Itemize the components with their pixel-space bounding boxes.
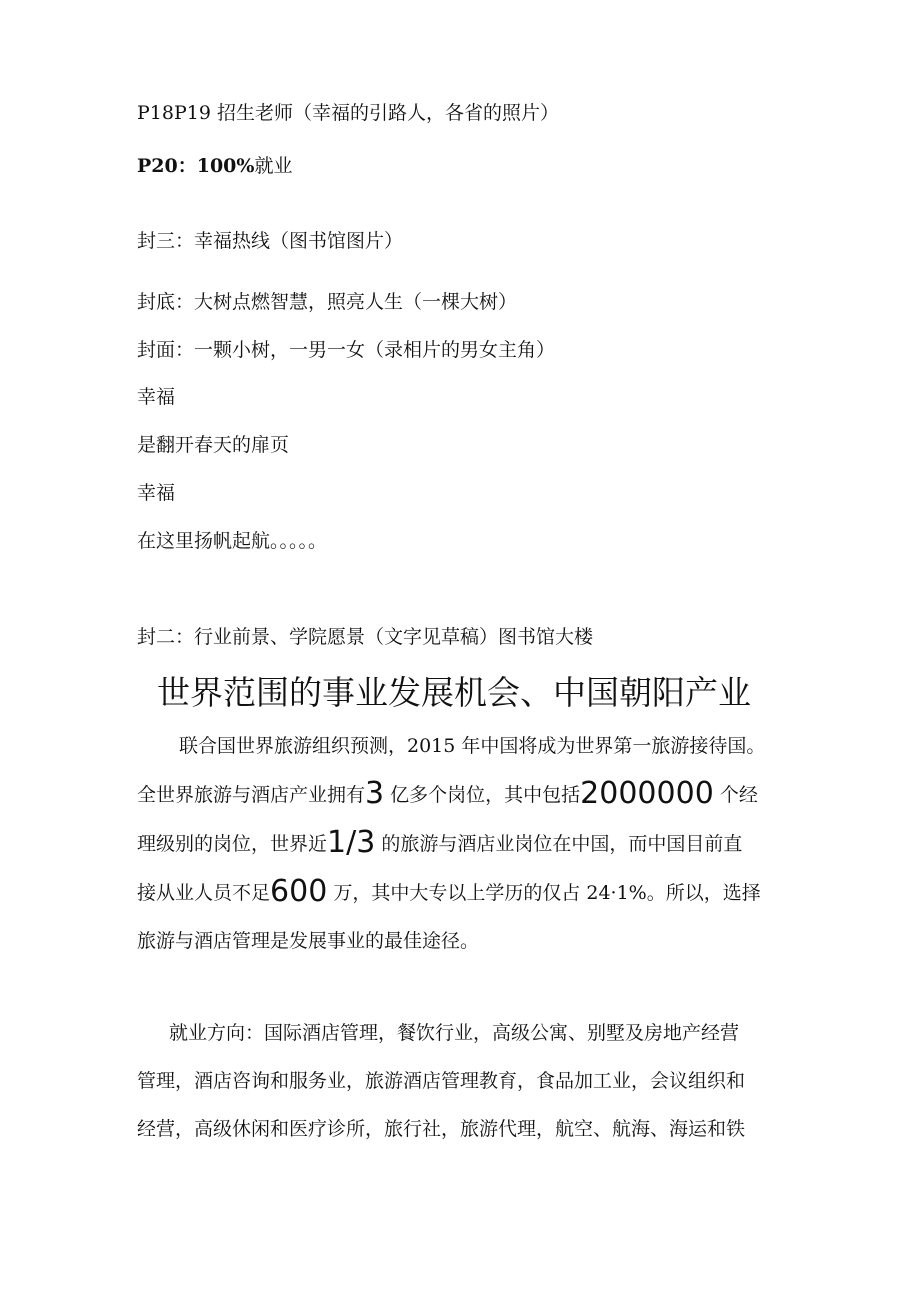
paragraph-industry-outlook	[137, 722, 787, 965]
stat-employees: 600	[270, 874, 328, 909]
line-feng-mian: 封面：一颗小树，一男一女（录相片的男女主角）	[137, 339, 556, 361]
para1-line5: 旅游与酒店管理是发展事业的最佳途径。	[137, 930, 480, 952]
line-p20	[137, 154, 292, 178]
line-poem-2: 在这里扬帆起航。。。。。	[137, 530, 328, 552]
para1-line4: 接从业人员不足600 万，其中大专以上学历的仅占 24·1%。所以，选择	[137, 874, 761, 909]
stat-share-china: 1/3	[327, 825, 376, 860]
para1-line1: 联合国世界旅游组织预测，2015 年中国将成为世界第一旅游接待国。	[179, 735, 766, 757]
para1-line3: 理级别的岗位，世界近1/3 的旅游与酒店业岗位在中国，而中国目前直	[137, 825, 743, 860]
line-xingfu-1: 幸福	[137, 386, 176, 408]
para2-line2: 管理，酒店咨询和服务业，旅游酒店管理教育，食品加工业，会议组织和	[137, 1070, 746, 1092]
paragraph-career-directions	[137, 1009, 787, 1153]
p20-text: 就业	[254, 155, 293, 177]
stat-manager-positions: 2000000	[580, 776, 714, 811]
section-heading: 世界范围的事业发展机会、中国朝阳产业	[157, 673, 751, 712]
line-p18p19: P18P19 招生老师（幸福的引路人，各省的照片）	[137, 102, 559, 124]
para1-line2: 全世界旅游与酒店产业拥有3 亿多个岗位，其中包括2000000 个经	[137, 776, 758, 811]
para2-line3: 经营，高级休闲和医疗诊所，旅行社，旅游代理，航空、航海、海运和铁	[137, 1118, 746, 1140]
line-feng-di: 封底：大树点燃智慧，照亮人生（一棵大树）	[137, 291, 518, 313]
line-xingfu-2: 幸福	[137, 482, 176, 504]
line-feng-er: 封二：行业前景、学院愿景（文字见草稿）图书馆大楼	[137, 626, 594, 648]
para2-line1: 就业方向：国际酒店管理，餐饮行业，高级公寓、别墅及房地产经营	[169, 1022, 740, 1044]
line-feng-san: 封三：幸福热线（图书馆图片）	[137, 230, 404, 252]
line-poem-1: 是翻开春天的扉页	[137, 434, 290, 456]
stat-positions: 3	[365, 776, 385, 811]
p20-label: P20：100%	[137, 155, 255, 177]
